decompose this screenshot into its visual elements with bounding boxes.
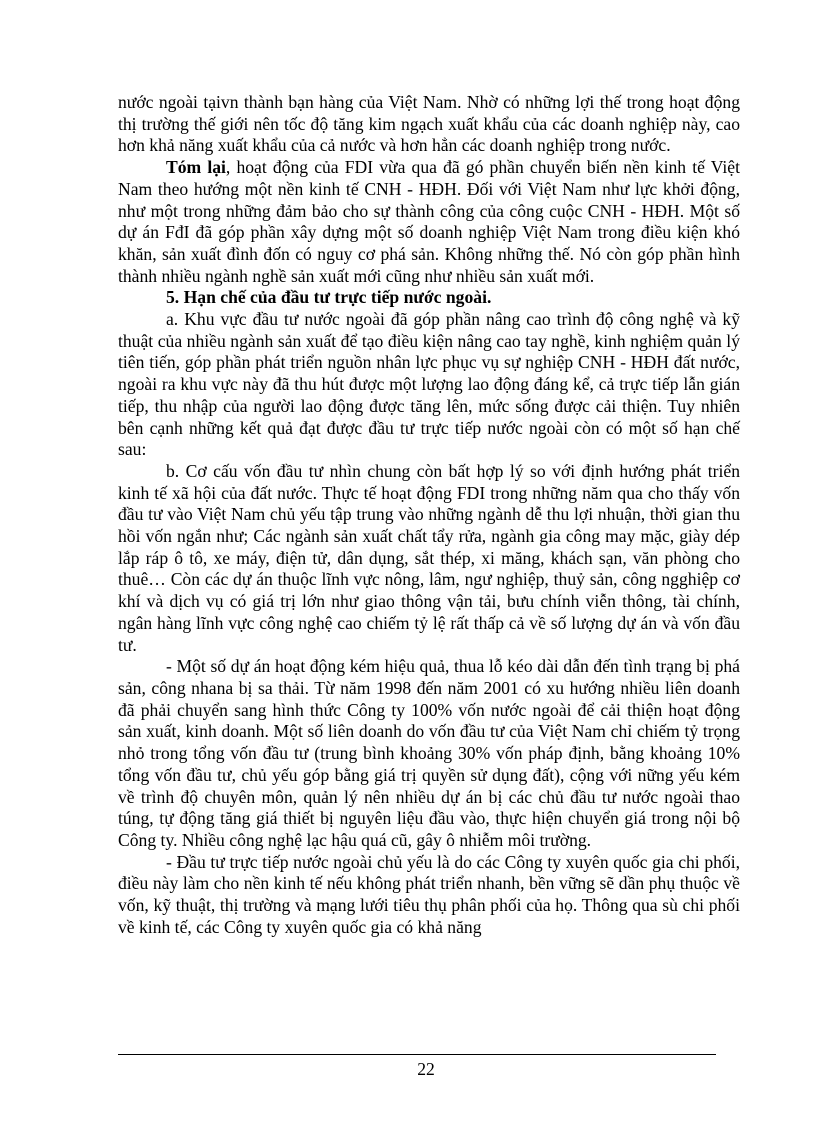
paragraph-b: b. Cơ cấu vốn đầu tư nhìn chung còn bất hợp lý so với định hướng phát triển kinh tế xã hội của đất nước. Thực tế hoạt động FDI trong những năm qua cho thấy vốn đầu tư vào Việt Nam chủ yếu tập trung vào những ngành dễ thu lợi nhuận, thời gian thu hồi vốn ngắn như; Các ngành sản xuất chất tẩy rửa, ngành gia công may mặc, giày dép lắp ráp ô tô, xe máy, điện tử, dân dụng, sắt thép, xi măng, khách sạn, văn phòng cho thuê… Còn các dự án thuộc lĩnh vực nông, lâm, ngư nghiệp, thuỷ sản, công ngghiệp cơ khí và dịch vụ có giá trị lớn như giao thông vận tải, bưu chính viễn thông, tài chính, ngân hàng lĩnh vực công nghệ cao chiếm tỷ lệ rất thấp cả về số lượng dự án và vốn đầu tư. bbox=[118, 460, 740, 655]
page-number: 22 bbox=[417, 1059, 435, 1079]
paragraph-bullet-2: - Đầu tư trực tiếp nước ngoài chủ yếu là do các Công ty xuyên quốc gia chi phối, điều này làm cho nền kinh tế nếu không phát triển nhanh, bền vững sẽ dần phụ thuộc về vốn, kỹ thuật, thị trường và mạng lưới tiêu thụ phân phối của họ. Thông qua sù chi phối về kinh tế, các Công ty xuyên quốc gia có khả năng bbox=[118, 851, 740, 937]
paragraph-bullet-1: - Một số dự án hoạt động kém hiệu quả, thua lỗ kéo dài dẫn đến tình trạng bị phá sản, công nhana bị sa thải. Từ năm 1998 đến năm 2001 có xu hướng nhiều liên doanh đã phải chuyển sang hình thức Công ty 100% vốn nước ngoài để cải thiện hoạt động sản xuất, kinh doanh. Một số liên doanh do vốn đầu tư của Việt Nam chỉ chiếm tỷ trọng nhỏ trong tổng vốn đầu tư (trung bình khoảng 30% vốn pháp định, bằng khoảng 10% tổng vốn đầu tư, chủ yếu góp bằng giá trị quyền sử dụng đất), cộng với nững yếu kém về trình độ chuyên môn, quản lý nên nhiều dự án bị các chủ đầu tư nước ngoài thao túng, tự động tăng giá thiết bị nguyên liệu đầu vào, thực hiện chuyển giá trong nội bộ Công ty. Nhiều công nghệ lạc hậu quá cũ, gây ô nhiễm môi trường. bbox=[118, 656, 740, 850]
footer-divider bbox=[118, 1054, 716, 1055]
paragraph-summary bbox=[118, 157, 740, 287]
paragraph-a: a. Khu vực đầu tư nước ngoài đã góp phần nâng cao trình độ công nghệ và kỹ thuật của nhiều ngành sản xuất để tạo điều kiện nâng cao tay nghề, kinh nghiệm quản lý tiên tiến, góp phần phát triển nguồn nhân lực phục vụ sự nghiệp CNH - HĐH đất nước, ngoài ra khu vực này đã thu hút được một lượng lao động đáng kể, cả trực tiếp lẫn gián tiếp, thu nhập của người lao động được tăng lên, mức sống được cải thiện. Tuy nhiên bên cạnh những kết quả đạt được đầu tư trực tiếp nước ngoài còn có một số hạn chế sau: bbox=[118, 309, 740, 460]
paragraph-summary-text: , hoạt động của FDI vừa qua đã gó phần chuyển biến nền kinh tế Việt Nam theo hướng một nền kinh tế CNH - HĐH. Đối với Việt Nam như lực khởi động, như một trong những đảm bảo cho sự thành công của công cuộc CNH - HĐH. Một số dự án FđI đã góp phần xây dựng một số doanh nghiệp Việt Nam trong điều kiện khó khăn, sản xuất đình đốn có nguy cơ phá sản. Không những thế. Nó còn góp phần hình thành nhiều ngành nghề sản xuất mới cũng như nhiều sản xuất mới. bbox=[118, 157, 740, 286]
section-heading: 5. Hạn chế của đầu tư trực tiếp nước ngoài. bbox=[166, 287, 492, 308]
paragraph-lead: Tóm lại bbox=[166, 157, 226, 178]
paragraph-continuation: nước ngoài tạivn thành bạn hàng của Việt Nam. Nhờ có những lợi thế trong hoạt động thị trường thế giới nên tốc độ tăng kim ngạch xuất khẩu của các doanh nghiệp này, cao hơn khả năng xuất khẩu của cả nước và hơn hẳn các doanh nghiệp trong nước. bbox=[118, 92, 740, 156]
body-text bbox=[118, 92, 740, 938]
